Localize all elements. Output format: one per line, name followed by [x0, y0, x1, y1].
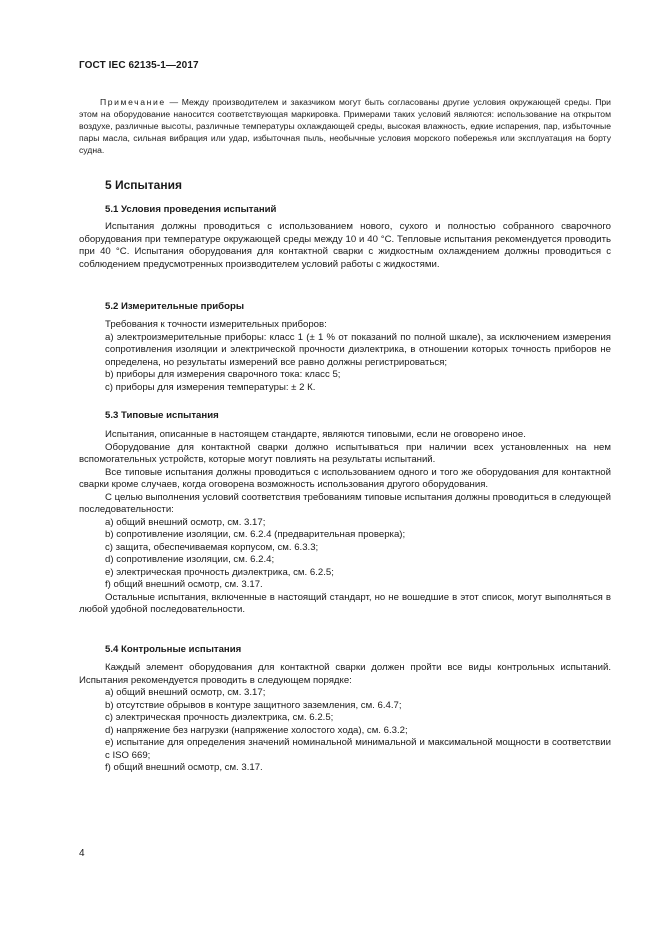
list-item: b) сопротивление изоляции, см. 6.2.4 (предварительная проверка);	[105, 529, 406, 540]
environment-note	[79, 96, 611, 156]
list-item: a) общий внешний осмотр, см. 3.17;	[105, 516, 266, 528]
list-item: b) приборы для измерения сварочного тока: класс 5;	[105, 369, 341, 380]
list-item: a) общий внешний осмотр, см. 3.17;	[105, 687, 266, 698]
section-5-2-title: 5.2 Измерительные приборы	[105, 301, 245, 312]
list-item: c) защита, обеспечиваемая корпусом, см. 6.3.3;	[105, 541, 319, 553]
list-item: d) напряжение без нагрузки (напряжение холостого хода), см. 6.3.2;	[105, 724, 408, 736]
document-id-header: ГОСТ IEC 62135-1—2017	[79, 60, 199, 71]
list-item: f) общий внешний осмотр, см. 3.17.	[105, 762, 263, 773]
paragraph: Испытания должны проводиться с использованием нового, сухого и полностью собранного сварочного оборудования при температуре окружающей среды между 10 и 40 °С. Тепловые испытания рекомендуется проводить при 40 °С. Испытания оборудования для контактной сварки с жидкостным охлаждением должны проводиться с соблюдением предусмотренных производителем условий работы с жидкостями.	[79, 221, 611, 270]
list-item: a) электроизмерительные приборы: класс 1 (± 1 % от показаний по полной шкале), за исключением измерения сопротивления изоляции и электрической прочности диэлектрика, в отношении которых точность приборов не определена, но результаты измерений все равно должны регистрироваться;	[105, 331, 611, 368]
paragraph: Требования к точности измерительных приборов:	[105, 319, 327, 330]
list-item: d) сопротивление изоляции, см. 6.2.4;	[105, 554, 275, 565]
section-5-4-title: 5.4 Контрольные испытания	[105, 644, 242, 655]
paragraph: Остальные испытания, включенные в настоящий стандарт, но не вошедшие в этот список, могут выполняться в любой удобной последовательности.	[79, 591, 611, 615]
list-item: f) общий внешний осмотр, см. 3.17.	[105, 579, 263, 590]
section-5-3-body	[79, 429, 611, 617]
section-5-1-title: 5.1 Условия проведения испытаний	[105, 204, 277, 215]
list-item: e) электрическая прочность диэлектрика, см. 6.2.5;	[105, 566, 334, 578]
list-item: b) отсутствие обрывов в контуре защитного заземления, см. 6.4.7;	[105, 699, 402, 711]
page-content	[79, 96, 611, 773]
paragraph: Каждый элемент оборудования для контактной сварки должен пройти все виды контрольных испытаний. Испытания рекомендуется проводить в следующем порядке:	[79, 662, 611, 686]
paragraph: Оборудование для контактной сварки должно испытываться при наличии всех установленных на нем вспомогательных устройств, которые могут повлиять на результаты испытаний.	[79, 441, 611, 465]
section-5-title: 5 Испытания	[105, 178, 182, 192]
paragraph: Все типовые испытания должны проводиться с использованием одного и того же оборудования для контактной сварки кроме случаев, когда оговорена возможность использования другого оборудования.	[79, 466, 611, 490]
note-text: — Между производителем и заказчиком могут быть согласованы другие условия окружающей среды. При этом на оборудование наносится соответствующая маркировка. Примерами таких условий являются: использование на открытом воздухе, различные высоты, различные температуры охлаждающей среды, высокая влажность, едкие испарения, пар, избыточные пары масла, сильная вибрация или удар, избыточная пыль, необычные условия морского побережья или эксплуатация на борту судна.	[79, 97, 611, 156]
paragraph: Испытания, описанные в настоящем стандарте, являются типовыми, если не оговорено иное.	[105, 429, 526, 440]
note-label: Примечание	[100, 97, 166, 107]
page-number: 4	[79, 848, 85, 859]
section-5-3-title: 5.3 Типовые испытания	[105, 410, 219, 421]
paragraph: С целью выполнения условий соответствия требованиям типовые испытания должны проводиться в следующей последовательности:	[79, 491, 611, 515]
list-item: c) электрическая прочность диэлектрика, см. 6.2.5;	[105, 712, 334, 723]
section-5-2-body	[79, 319, 611, 394]
list-item: c) приборы для измерения температуры: ± 2 К.	[105, 381, 316, 393]
section-5-4-body	[79, 662, 611, 775]
section-5-1-body	[79, 221, 611, 271]
list-item: e) испытание для определения значений номинальной минимальной и максимальной мощности в соответствии с ISO 669;	[105, 737, 611, 761]
